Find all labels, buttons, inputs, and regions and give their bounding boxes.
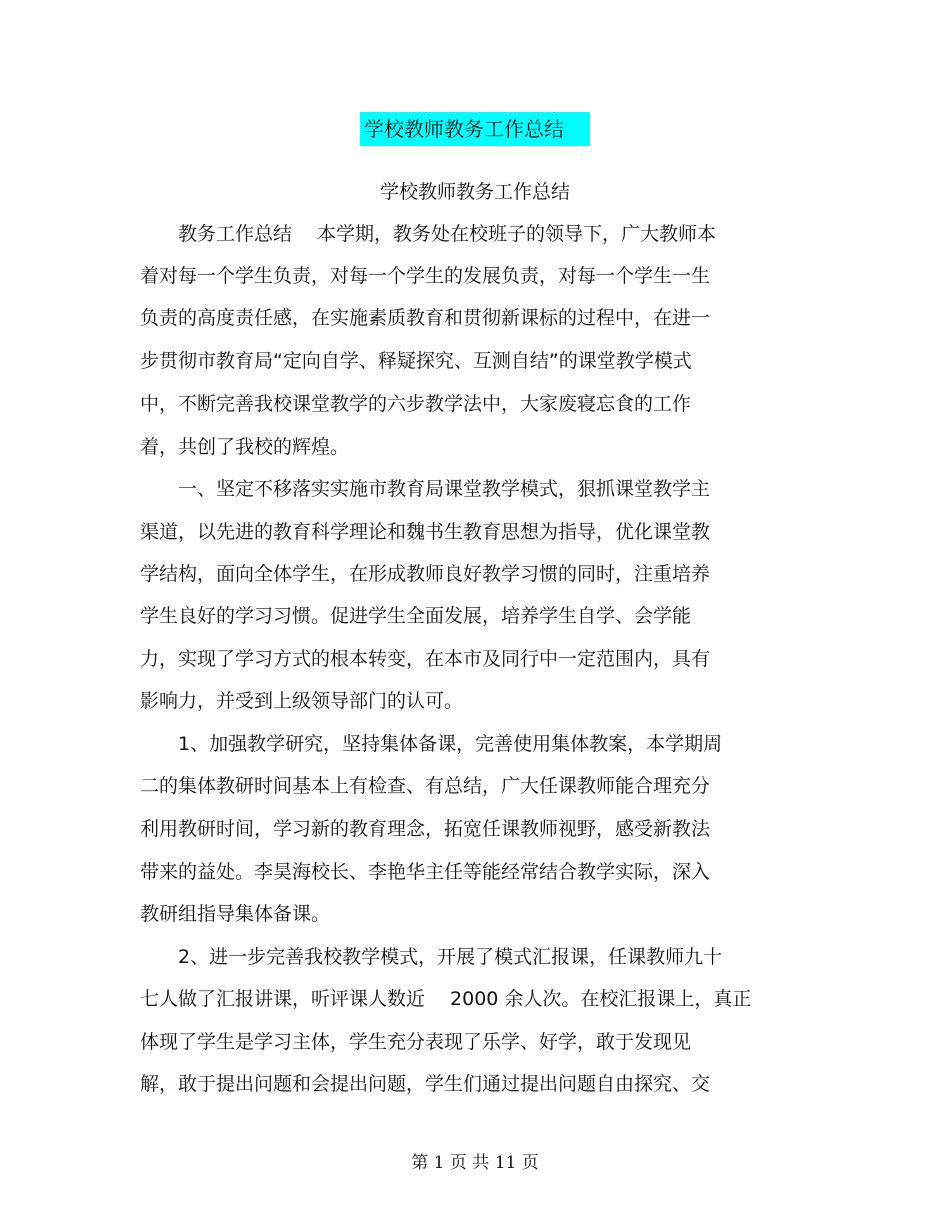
body-line: 力，实现了学习方式的根本转变，在本市及同行中一定范围内，具有 xyxy=(140,648,711,670)
body-line: 一、坚定不移落实实施市教育局课堂教学模式，狠抓课堂教学主 xyxy=(140,478,711,500)
body-line: 学结构，面向全体学生，在形成教师良好教学习惯的同时，注重培养 xyxy=(140,563,711,585)
body-line: 七人做了汇报讲课，听评课人数近 2000 余人次。在校汇报课上，真正 xyxy=(140,988,752,1010)
body-line: 中，不断完善我校课堂教学的六步教学法中，大家废寝忘食的工作 xyxy=(140,393,692,415)
document-subtitle: 学校教师教务工作总结 xyxy=(379,181,570,203)
body-line: 带来的益处。李昊海校长、李艳华主任等能经常结合教学实际，深入 xyxy=(140,861,711,883)
body-line: 教研组指导集体备课。 xyxy=(140,903,331,925)
document-title-container xyxy=(0,112,950,146)
body-line: 1、加强教学研究，坚持集体备课，完善使用集体教案，本学期周 xyxy=(140,733,723,755)
body-line: 渠道，以先进的教育科学理论和魏书生教育思想为指导，优化课堂教 xyxy=(140,521,711,543)
body-line: 负责的高度责任感，在实施素质教育和贯彻新课标的过程中，在进一 xyxy=(140,307,711,329)
body-line: 影响力，并受到上级领导部门的认可。 xyxy=(140,690,464,712)
document-title: 学校教师教务工作总结 xyxy=(360,112,590,146)
body-line: 二的集体教研时间基本上有检查、有总结，广大任课教师能合理充分 xyxy=(140,775,711,797)
body-line: 着，共创了我校的辉煌。 xyxy=(140,436,350,458)
body-line: 体现了学生是学习主体，学生充分表现了乐学、好学，敢于发现见 xyxy=(140,1031,692,1053)
body-line: 解，敢于提出问题和会提出问题，学生们通过提出问题自由探究、交 xyxy=(140,1073,711,1095)
body-line: 步贯彻市教育局“定向自学、释疑探究、互测自结”的课堂教学模式 xyxy=(140,350,692,372)
body-line: 2、进一步完善我校教学模式，开展了模式汇报课，任课教师九十 xyxy=(140,946,723,968)
page-number-footer: 第 1 页 共 11 页 xyxy=(411,1153,539,1173)
body-line: 教务工作总结 本学期，教务处在校班子的领导下，广大教师本 xyxy=(140,223,717,245)
body-line: 利用教研时间，学习新的教育理念，拓宽任课教师视野，感受新教法 xyxy=(140,818,711,840)
body-line: 着对每一个学生负责，对每一个学生的发展负责，对每一个学生一生 xyxy=(140,265,711,287)
body-line: 学生良好的学习习惯。促进学生全面发展，培养学生自学、会学能 xyxy=(140,605,692,627)
